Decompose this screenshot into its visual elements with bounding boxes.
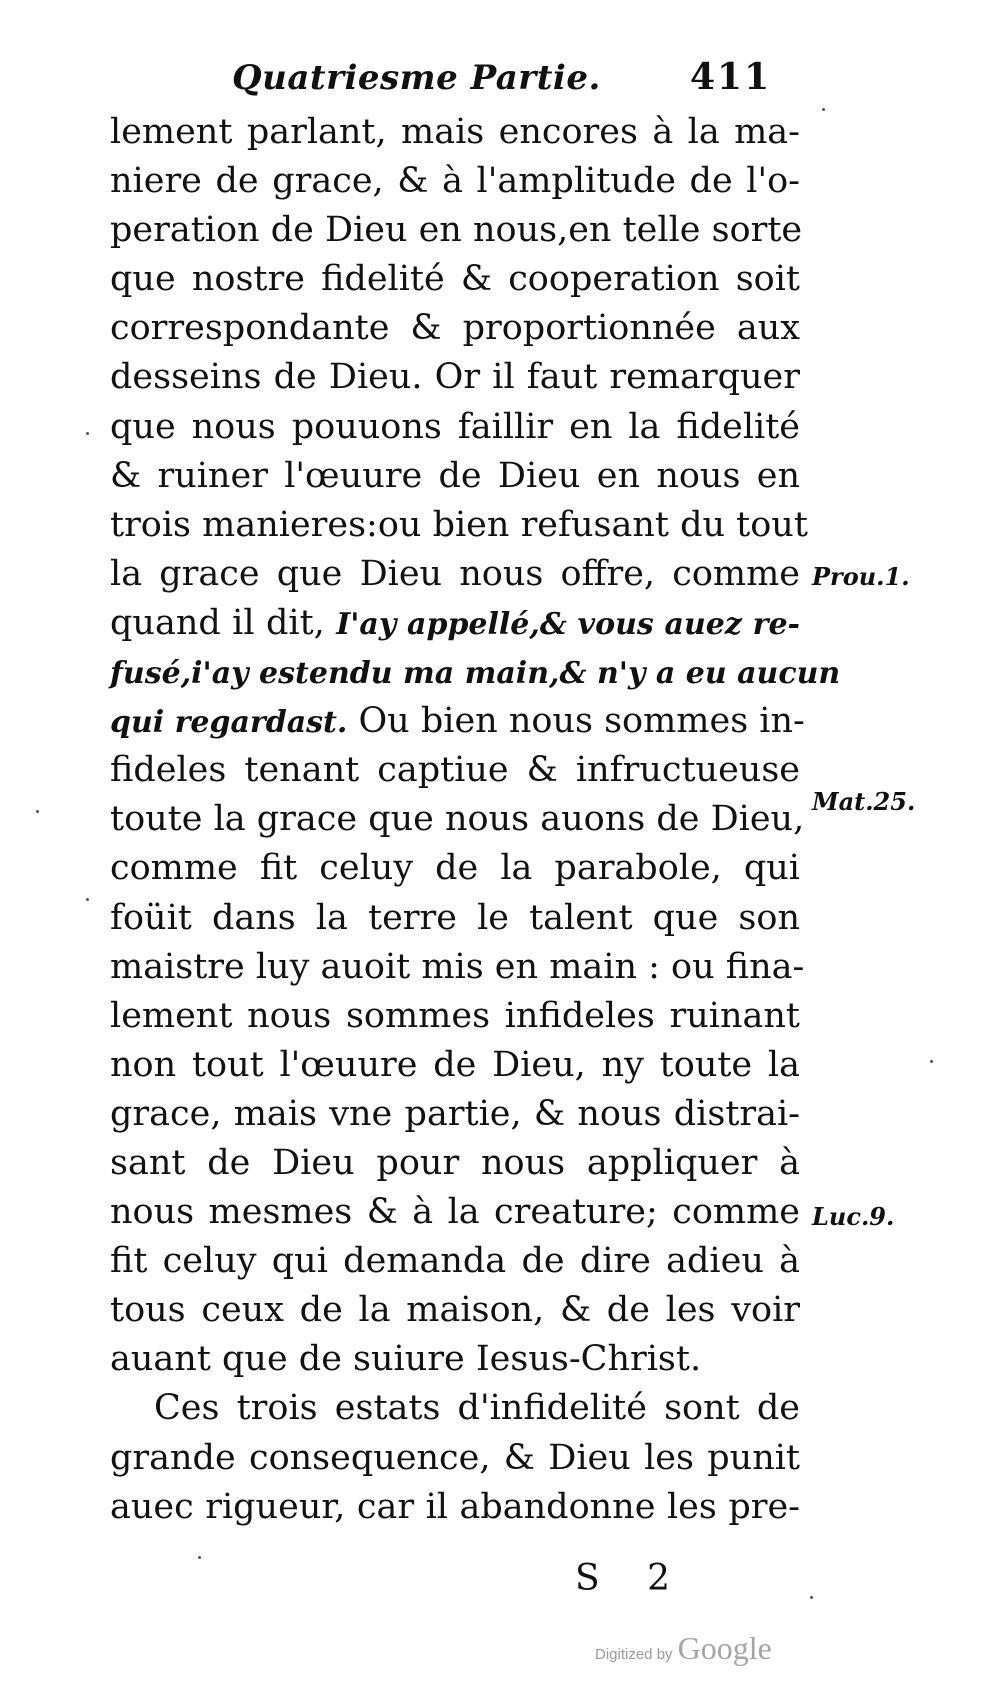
print-speck xyxy=(810,1596,813,1599)
print-speck xyxy=(36,810,39,813)
text-line: grande consequence, & Dieu les punit xyxy=(110,1437,800,1478)
text-line: tous ceux de la maison, & de les voir xyxy=(110,1290,800,1331)
margin-note-luc: Luc.9. xyxy=(812,1202,895,1231)
digitized-watermark xyxy=(595,1630,772,1667)
text-line: fideles tenant captiue & infructueuse xyxy=(110,750,800,791)
scripture-quote: fusé,i'ay estendu ma main,& n'y a eu aucun xyxy=(110,656,841,692)
paragraph-start-line: Ces trois estats d'infidelité sont de xyxy=(154,1388,800,1429)
text-run: Ou bien nous sommes in- xyxy=(347,701,805,742)
margin-note-mat: Mat.25. xyxy=(812,787,916,816)
print-speck xyxy=(86,432,89,435)
text-line-with-quote xyxy=(110,599,800,648)
text-line: comme fit celuy de la parabole, qui xyxy=(110,848,800,889)
text-line: sant de Dieu pour nous appliquer à xyxy=(110,1142,800,1183)
text-line: peration de Dieu en nous,en telle sorte xyxy=(110,210,803,251)
text-line: lement parlant, mais encores à la ma- xyxy=(110,112,800,152)
text-line: & ruiner l'œuure de Dieu en nous en xyxy=(110,455,800,496)
scripture-quote: I'ay appellé,& vous auez re- xyxy=(336,606,800,642)
text-line: foüit dans la terre le talent que son xyxy=(110,897,800,938)
text-line: que nous pouuons faillir en la fidelité xyxy=(110,406,800,447)
text-line: trois manieres:ou bien refusant du tout xyxy=(110,504,808,545)
running-title: Quatriesme Partie. xyxy=(232,58,601,98)
text-line-with-quote xyxy=(110,648,841,697)
text-line: niere de grace, & à l'amplitude de l'o- xyxy=(110,161,800,202)
signature-mark: S 2 xyxy=(575,1558,689,1599)
print-speck xyxy=(86,898,89,901)
text-line: correspondante & proportionnée aux xyxy=(110,308,800,349)
text-line: lement nous sommes infideles ruinant xyxy=(110,995,800,1036)
watermark-prefix: Digitized by xyxy=(595,1646,673,1663)
scripture-quote: qui regardast. xyxy=(110,705,348,741)
print-speck xyxy=(930,1060,933,1063)
page-number: 411 xyxy=(690,56,772,98)
google-logo: Google xyxy=(677,1630,772,1666)
text-line: toute la grace que nous auons de Dieu, xyxy=(110,799,805,840)
text-line: maistre luy auoit mis en main : ou fina- xyxy=(110,946,805,987)
text-line: auant que de suiure Iesus-Christ. xyxy=(110,1339,702,1380)
body-text xyxy=(110,108,841,1532)
margin-note-prou: Prou.1. xyxy=(812,562,910,591)
text-line: auec rigueur, car il abandonne les pre- xyxy=(110,1486,800,1527)
text-run: quand il dit, xyxy=(110,602,337,643)
text-line-with-quote xyxy=(110,697,805,746)
print-speck xyxy=(822,108,825,111)
text-line: desseins de Dieu. Or il faut remarquer xyxy=(110,357,800,398)
print-speck xyxy=(198,1556,201,1559)
text-line: non tout l'œuure de Dieu, ny toute la xyxy=(110,1044,800,1085)
text-line: fit celuy qui demanda de dire adieu à xyxy=(110,1241,800,1282)
text-line: la grace que Dieu nous offre, comme xyxy=(110,553,800,594)
text-line: nous mesmes & à la creature; comme xyxy=(110,1192,800,1233)
text-line: grace, mais vne partie, & nous distrai- xyxy=(110,1093,800,1134)
text-line: que nostre fidelité & cooperation soit xyxy=(110,259,800,300)
